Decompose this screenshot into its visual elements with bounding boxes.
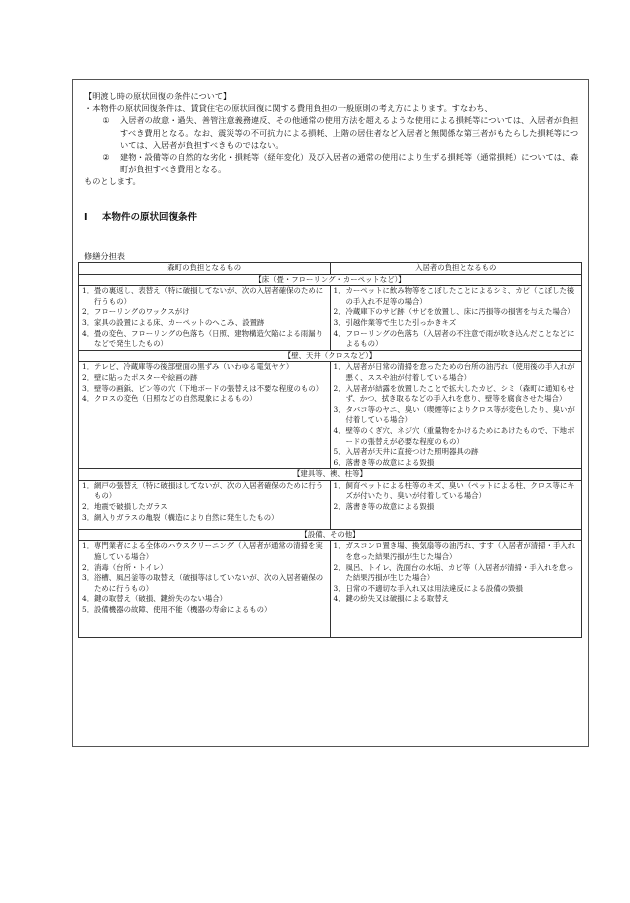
category-title: 【設備、その他】 [79,529,582,541]
list-item-number: 2． [333,562,346,572]
list-item-number: 2． [82,562,95,572]
intro-bullet: ・本物件の原状回復条件は、賃貸住宅の原状回復に関する費用負担の一般原則の考え方によります。すなわち、 [84,103,493,114]
list-item [334,541,579,562]
table-header-row [79,263,582,275]
list-item-text: 専門業者による全体のハウスクリーニング（入居者が通常の清掃を実施している場合） [94,541,323,562]
list-item-text: クロスの変色（日照などの自然現象によるもの） [94,394,257,404]
list-item [82,573,327,594]
section-number: Ⅰ [84,212,88,223]
header-tenant: 入居者の負担となるもの [330,263,582,275]
category-row [79,274,582,286]
list-item-number: 6． [333,457,346,467]
list-item-text: 家具の設置による床、カーペットのへこみ、設置跡 [94,317,265,327]
list-item-text: 壁等の画鋲、ピン等の穴（下地ボードの張替えは不要な程度のもの） [94,383,324,393]
table-row [79,480,582,529]
list-item [82,318,327,329]
list-item [334,584,579,595]
list-item [334,286,579,307]
owner-burden-cell [79,286,331,351]
list-item-number: 1． [333,480,346,490]
list-item [82,563,327,574]
list-item-text: 畳の裏返し、表替え（特に破損してないが、次の入居者確保のために行うもの） [94,286,324,306]
list-item [82,481,327,502]
category-row [79,529,582,541]
tenant-burden-cell [330,541,582,638]
list-item-number: 4． [333,425,346,435]
list-item-text: 入居者が結露を放置したことで拡大したカビ、シミ（森町に通知もせず、かつ、拭き取るなどの手入れを怠り、壁等を腐食させた場合） [345,383,575,404]
header-owner: 森町の負担となるもの [79,263,331,275]
list-item-text: 入居者が日常の清掃を怠ったための台所の油汚れ（使用後の手入れが悪く、ススや油が付着している場合） [345,362,575,382]
list-item-number: 3． [82,573,95,583]
list-item-number: 4． [82,394,95,404]
list-item-number: 5． [333,447,346,457]
list-item-number: 3． [82,383,95,393]
list-item-text: 畳の変色、フローリングの色落ち（日照、建物構造欠陥による雨漏りなどで発生したもの） [94,328,323,349]
list-item-text: 飼育ペットによる柱等のキズ、臭い（ペットによる柱、クロス等にキズが付いたり、臭いが付着している場合） [345,480,575,501]
list-item [334,384,579,405]
list-item-text: 網入りガラスの亀裂（構造により自然に発生したもの） [94,512,279,522]
list-item-number: 4． [333,328,346,338]
list-item [82,513,327,524]
list-item [82,605,327,616]
list-item-text: フローリングの色落ち（入居者の不注意で雨が吹き込んだことなどによるもの） [345,328,575,349]
table-row [79,362,582,469]
list-item [334,481,579,502]
list-item [82,329,327,350]
list-item [82,541,327,562]
list-item [334,405,579,426]
list-item-text: テレビ、冷蔵庫等の後部壁面の黒ずみ（いわゆる電気ヤケ） [94,362,294,372]
table-body [79,263,582,638]
list-item-text: 引越作業等で生じた引っかきキズ [345,317,457,327]
list-item-number: 2． [333,502,346,512]
list-item-number: 4． [82,594,95,604]
owner-burden-cell [79,480,331,529]
list-item-number: 2． [333,307,346,317]
list-item [82,594,327,605]
list-item-number: 2． [82,307,95,317]
category-row [79,469,582,481]
intro-heading: 【明渡し時の原状回復の条件について】 [84,91,232,101]
section-title [84,209,197,223]
repair-share-table [78,262,582,638]
list-item-text: フローリングのワックスがけ [94,307,190,317]
table-row [79,286,582,351]
list-item [334,318,579,329]
list-item-text: 壁に貼ったポスターや絵画の跡 [94,372,198,382]
list-item-text: 冷蔵庫下のサビ跡（サビを放置し、床に汚損等の損害を与えた場合） [345,307,575,317]
list-item-number: 1． [82,480,95,490]
intro-item-1 [84,114,584,151]
tenant-burden-cell [330,362,582,469]
list-item-text: 落書き等の故意による毀損 [345,502,435,512]
owner-burden-cell [79,541,331,638]
list-item [334,329,579,350]
list-item [334,458,579,469]
list-item [82,394,327,405]
list-item-text: 浴槽、風呂釜等の取替え（破損等はしていないが、次の入居者確保のために行うもの） [94,573,324,593]
intro-closing: ものとします。 [84,176,141,187]
list-item-number: 2． [82,502,95,512]
intro-item-number: ① [102,115,110,126]
intro-item-number: ② [102,152,110,163]
list-item [334,563,579,584]
list-item [334,502,579,513]
list-item [82,307,327,318]
list-item-number: 2． [82,372,95,382]
list-item-text: 消毒（台所・トイレ） [94,562,168,572]
list-item-text: 落書き等の故意による毀損 [345,457,435,467]
list-item [334,362,579,383]
list-item-text: 鍵の紛失又は破損による取替え [345,594,449,604]
section-title-text: 本物件の原状回復条件 [102,212,198,223]
intro-section [84,90,584,188]
list-item-text: 日常の不適切な手入れ又は用法違反による設備の毀損 [345,583,523,593]
list-item-text: 網戸の張替え（特に破損はしてないが、次の入居者確保のために行うもの） [94,480,324,501]
table-row [79,541,582,638]
list-item-text: 鍵の取替え（破損、鍵紛失のない場合） [94,594,228,604]
list-item-number: 4． [333,594,346,604]
list-item-number: 1． [82,286,95,296]
list-item-text: 地震で破損したガラス [94,502,168,512]
list-item [334,594,579,605]
list-item-number: 1． [333,362,346,372]
list-item-text: カーペットに飲み物等をこぼしたことによるシミ、カビ（こぼした後の手入れ不足等の場合） [345,286,575,306]
list-item [82,502,327,513]
list-item [82,286,327,307]
list-item [334,447,579,458]
intro-item-2 [84,151,584,175]
list-item-text: 入居者が天井に直接つけた照明器具の跡 [345,447,479,457]
category-title: 【建具等、襖、柱等】 [79,469,582,481]
tenant-burden-cell [330,286,582,351]
category-title: 【床（畳・フローリング・カーペットなど）】 [79,274,582,286]
list-item-number: 1． [82,362,95,372]
list-item [82,384,327,395]
category-row [79,350,582,362]
table-label: 修繕分担表 [84,251,125,261]
list-item-number: 1． [82,541,95,551]
owner-burden-cell [79,362,331,469]
list-item [82,362,327,373]
intro-item-text: 建物・設備等の自然的な劣化・損耗等（経年変化）及び入居者の通常の使用により生ずる損耗等（通常損耗）については、森町が負担すべき費用となる。 [120,152,579,175]
list-item [334,426,579,447]
intro-item-text: 入居者の故意・過失、善管注意義務違反、その他通常の使用方法を超えるような使用による損耗等については、入居者が負担すべき費用となる。なお、震災等の不可抗力による損耗、上階の居住者など入居者と無関係な第三者がもたらした損耗等については、入居者が負担すべきものではない。 [120,115,579,150]
list-item-number: 3． [82,317,95,327]
category-title: 【壁、天井（クロスなど）】 [79,350,582,362]
list-item-number: 4． [82,328,95,338]
list-item-text: 風呂、トイレ、洗面台の水垢、カビ等（入居者が清掃・手入れを怠った結果汚損が生じた場合） [345,562,574,583]
list-item-number: 3． [333,583,346,593]
list-item-text: 設備機器の故障、使用不能（機器の寿命によるもの） [94,605,272,615]
list-item-number: 1． [333,286,346,296]
list-item-number: 3． [333,317,346,327]
list-item-text: 壁等のくぎ穴、ネジ穴（重量物をかけるためにあけたもので、下地ボードの張替えが必要な程度のもの） [345,425,575,446]
list-item-number: 5． [82,605,95,615]
list-item-number: 2． [333,383,346,393]
list-item-number: 3． [82,512,95,522]
list-item-number: 1． [333,541,346,551]
list-item [334,307,579,318]
tenant-burden-cell [330,480,582,529]
list-item [82,373,327,384]
list-item-number: 3． [333,404,346,414]
list-item-text: ガスコンロ置き場、換気扇等の油汚れ、すす（入居者が清掃・手入れを怠った結果汚損が生じた場合） [345,541,576,562]
list-item-text: タバコ等のヤニ、臭い（喫煙等によりクロス等が変色したり、臭いが付着している場合） [345,404,575,425]
